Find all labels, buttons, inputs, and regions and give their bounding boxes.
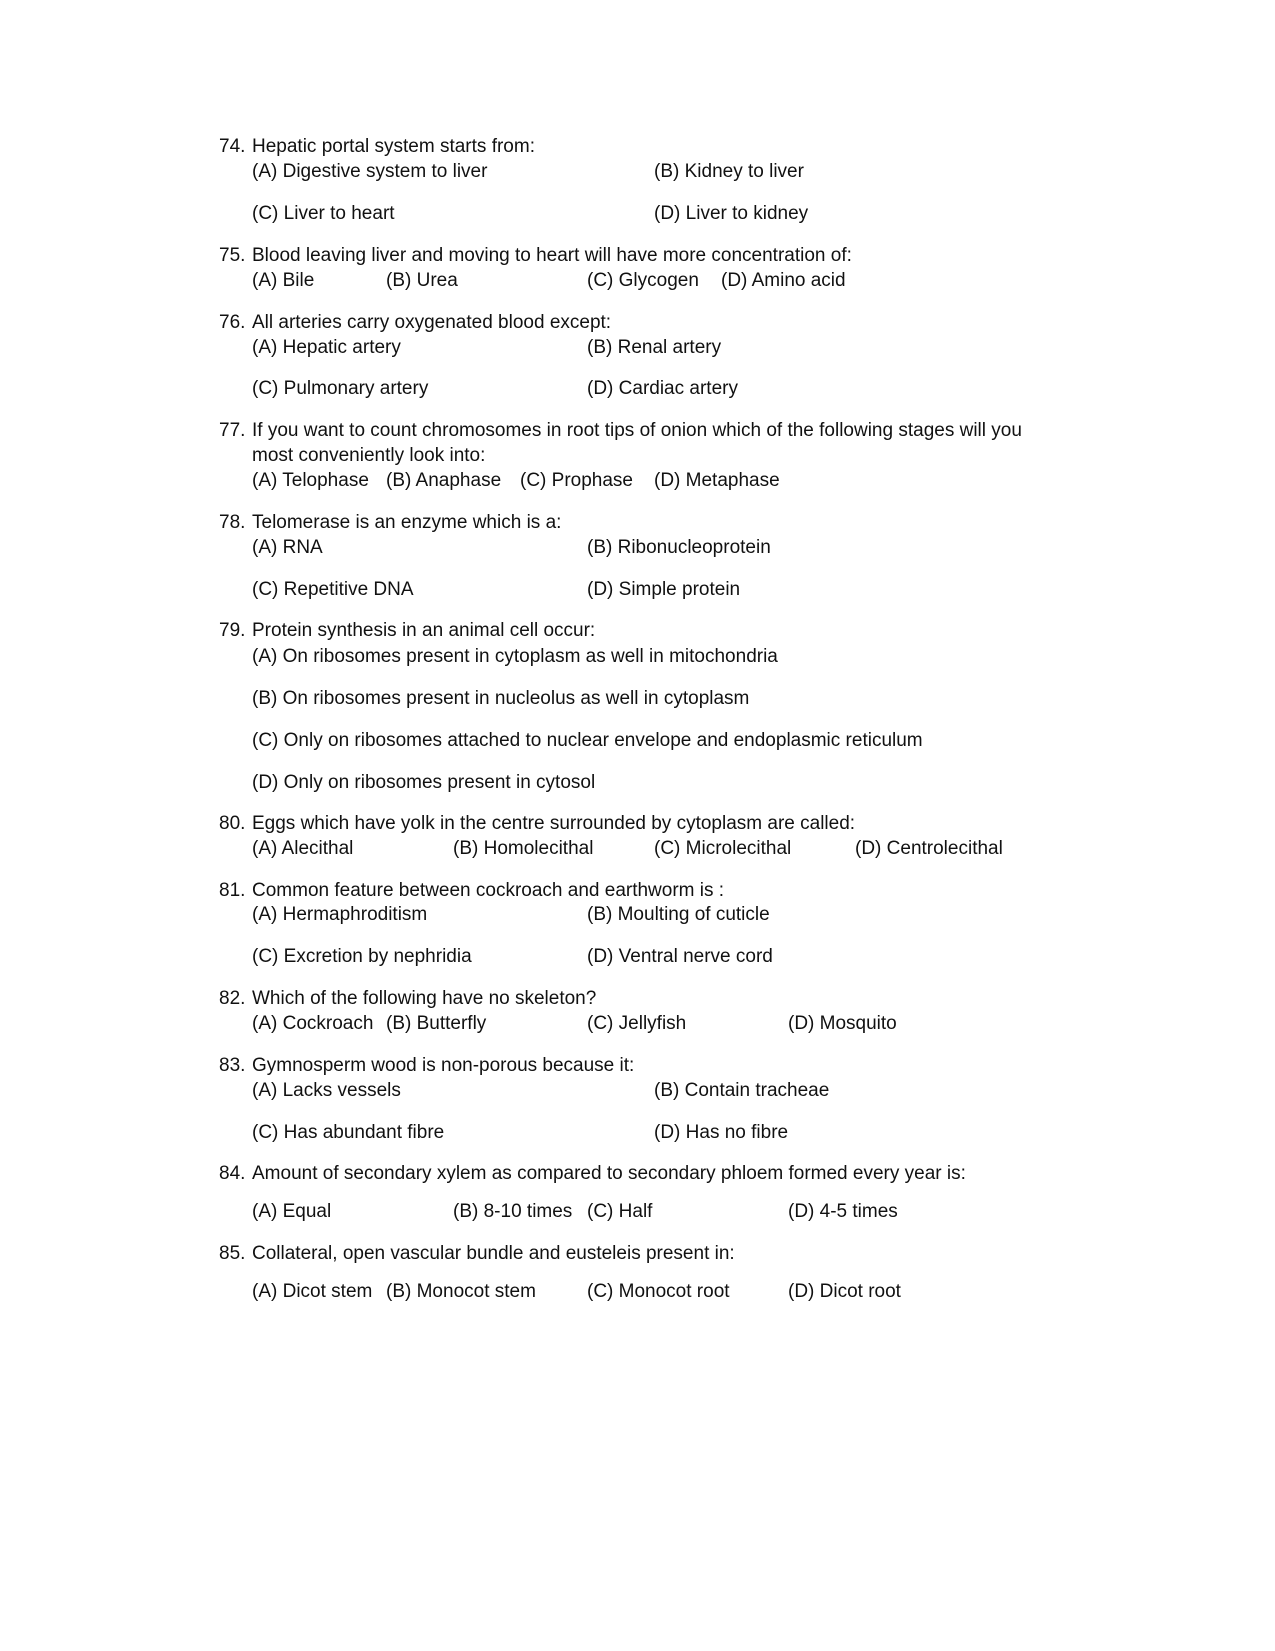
option-a: (A) Hepatic artery xyxy=(252,337,401,358)
question-number: 76. xyxy=(219,312,246,333)
option-b: (B) Ribonucleoprotein xyxy=(587,537,771,558)
option-c: (C) Liver to heart xyxy=(252,203,395,224)
question-number: 77. xyxy=(219,420,246,441)
question-number: 75. xyxy=(219,245,246,266)
question-text-continued: most conveniently look into: xyxy=(252,445,486,466)
option-d: (D) Ventral nerve cord xyxy=(587,946,773,967)
option-c: (C) Repetitive DNA xyxy=(252,579,414,600)
option-a: (A) Hermaphroditism xyxy=(252,904,428,925)
question-number: 85. xyxy=(219,1243,246,1264)
question-number: 80. xyxy=(219,813,246,834)
option-c: (C) Half xyxy=(587,1201,653,1222)
option-d: (D) Mosquito xyxy=(788,1013,897,1034)
option-b: (B) Renal artery xyxy=(587,337,722,358)
option-b: (B) Moulting of cuticle xyxy=(587,904,770,925)
option-a: (A) Bile xyxy=(252,270,315,291)
option-c: (C) Pulmonary artery xyxy=(252,378,429,399)
question-number: 81. xyxy=(219,880,246,901)
option-d: (D) Cardiac artery xyxy=(587,378,738,399)
option-d: (D) 4-5 times xyxy=(788,1201,898,1222)
question-number: 79. xyxy=(219,620,246,641)
option-b: (B) Monocot stem xyxy=(386,1281,536,1302)
option-d: (D) Liver to kidney xyxy=(654,203,809,224)
option-a: (A) Digestive system to liver xyxy=(252,161,488,182)
question-text: If you want to count chromosomes in root tips of onion which of the following stages will you xyxy=(252,420,1022,441)
option-b: (B) 8-10 times xyxy=(453,1201,573,1222)
option-d: (D) Has no fibre xyxy=(654,1122,789,1143)
option-a: (A) Lacks vessels xyxy=(252,1080,401,1101)
question-text: Common feature between cockroach and earthworm is : xyxy=(252,880,725,901)
question-text: Protein synthesis in an animal cell occur: xyxy=(252,620,596,641)
option-a: (A) RNA xyxy=(252,537,323,558)
question-text: Hepatic portal system starts from: xyxy=(252,136,535,157)
option-d: (D) Dicot root xyxy=(788,1281,901,1302)
question-text: Amount of secondary xylem as compared to secondary phloem formed every year is: xyxy=(252,1163,966,1184)
question-text: Which of the following have no skeleton? xyxy=(252,988,597,1009)
option-d: (D) Simple protein xyxy=(587,579,741,600)
option-d: (D) Only on ribosomes present in cytosol xyxy=(252,772,596,793)
option-c: (C) Monocot root xyxy=(587,1281,730,1302)
question-number: 83. xyxy=(219,1055,246,1076)
option-a: (A) Alecithal xyxy=(252,838,354,859)
option-d: (D) Amino acid xyxy=(721,270,846,291)
option-a: (A) Telophase xyxy=(252,470,369,491)
question-number: 84. xyxy=(219,1163,246,1184)
question-text: Collateral, open vascular bundle and eusteleis present in: xyxy=(252,1243,735,1264)
option-b: (B) Homolecithal xyxy=(453,838,594,859)
option-c: (C) Prophase xyxy=(520,470,633,491)
question-text: Eggs which have yolk in the centre surrounded by cytoplasm are called: xyxy=(252,813,856,834)
option-a: (A) On ribosomes present in cytoplasm as well in mitochondria xyxy=(252,646,778,667)
option-c: (C) Only on ribosomes attached to nuclear envelope and endoplasmic reticulum xyxy=(252,730,923,751)
option-c: (C) Has abundant fibre xyxy=(252,1122,445,1143)
question-text: Telomerase is an enzyme which is a: xyxy=(252,512,562,533)
option-b: (B) Butterfly xyxy=(386,1013,487,1034)
question-text: Blood leaving liver and moving to heart will have more concentration of: xyxy=(252,245,852,266)
option-a: (A) Equal xyxy=(252,1201,332,1222)
option-b: (B) Urea xyxy=(386,270,458,291)
question-number: 74. xyxy=(219,136,246,157)
option-c: (C) Jellyfish xyxy=(587,1013,687,1034)
question-text: All arteries carry oxygenated blood except: xyxy=(252,312,612,333)
question-text: Gymnosperm wood is non-porous because it: xyxy=(252,1055,635,1076)
option-c: (C) Microlecithal xyxy=(654,838,792,859)
option-c: (C) Glycogen xyxy=(587,270,699,291)
option-b: (B) Kidney to liver xyxy=(654,161,804,182)
option-d: (D) Centrolecithal xyxy=(855,838,1003,859)
question-number: 78. xyxy=(219,512,246,533)
option-b: (B) Contain tracheae xyxy=(654,1080,830,1101)
option-b: (B) On ribosomes present in nucleolus as well in cytoplasm xyxy=(252,688,750,709)
question-number: 82. xyxy=(219,988,246,1009)
option-d: (D) Metaphase xyxy=(654,470,780,491)
option-b: (B) Anaphase xyxy=(386,470,502,491)
option-a: (A) Dicot stem xyxy=(252,1281,373,1302)
option-c: (C) Excretion by nephridia xyxy=(252,946,472,967)
option-a: (A) Cockroach xyxy=(252,1013,374,1034)
